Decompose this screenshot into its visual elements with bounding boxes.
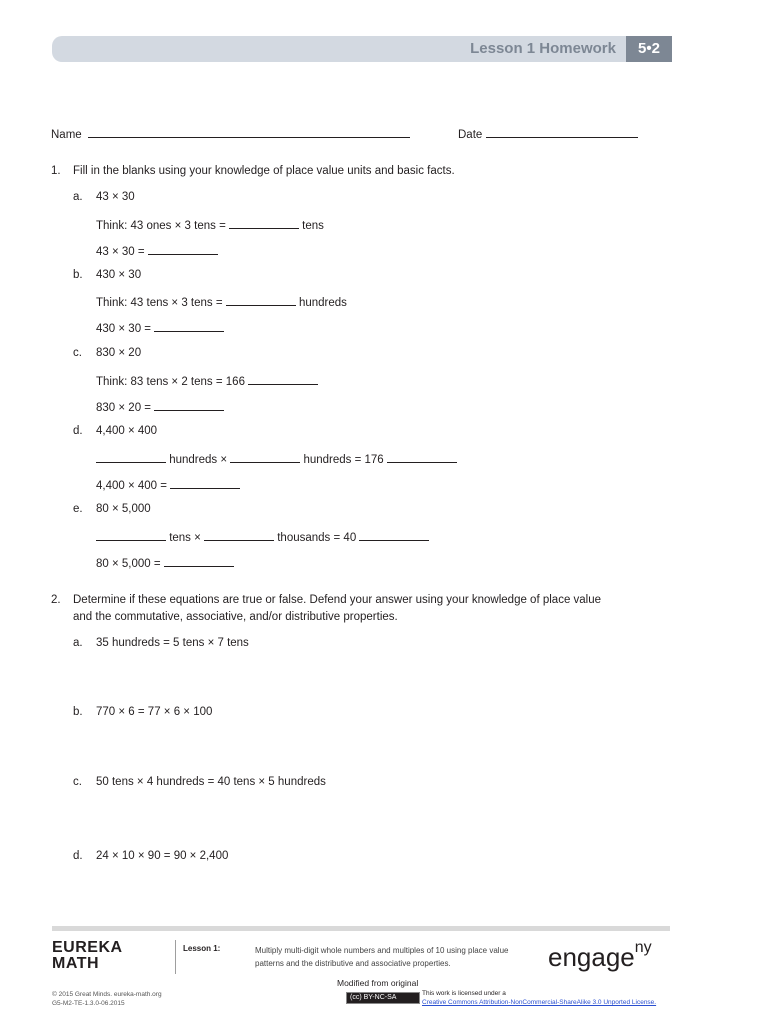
name-label: Name — [51, 129, 82, 141]
problem-1b-expression: 430 × 30 — [96, 269, 142, 281]
think-text: thousands = 40 — [274, 532, 360, 544]
problem-1d-think — [96, 451, 457, 466]
date-field[interactable] — [486, 126, 638, 138]
equation-text: 80 × 5,000 = — [96, 558, 164, 570]
problem-2-prompt-line2: and the commutative, associative, and/or distributive properties. — [73, 611, 398, 623]
equation-text: 430 × 30 = — [96, 323, 155, 335]
problem-1b-answer — [96, 320, 224, 335]
answer-blank[interactable] — [230, 451, 300, 463]
problem-2-prompt-line1: Determine if these equations are true or false. Defend your answer using your knowledge of place value — [73, 594, 602, 606]
copyright — [52, 990, 162, 1008]
problem-2d-equation: 24 × 10 × 90 = 90 × 2,400 — [96, 850, 229, 862]
license-link[interactable]: Creative Commons Attribution-NonCommercial-ShareAlike 3.0 Unported License. — [422, 999, 657, 1006]
problem-1d-expression: 4,400 × 400 — [96, 425, 158, 437]
problem-1d-letter: d. — [73, 425, 83, 437]
think-unit: tens — [298, 220, 324, 232]
footer-rule — [52, 926, 670, 931]
answer-blank[interactable] — [229, 217, 299, 229]
footer-lesson-label: Lesson 1: — [183, 944, 221, 953]
modified-note: Modified from original — [337, 978, 419, 988]
logo-line-1: EUREKA — [52, 939, 123, 956]
header-bar — [52, 36, 672, 62]
answer-blank[interactable] — [148, 243, 218, 255]
lesson-title: Lesson 1 Homework — [470, 40, 616, 57]
problem-1e-letter: e. — [73, 503, 83, 515]
problem-1b-think — [96, 294, 347, 309]
equation-text: 4,400 × 400 = — [96, 480, 171, 492]
problem-1-number: 1. — [51, 165, 61, 177]
logo-line-2: MATH — [52, 955, 100, 972]
problem-1a-answer — [96, 243, 218, 258]
cc-icon: (cc) — [350, 994, 364, 1001]
answer-blank[interactable] — [170, 477, 240, 489]
problem-1a-letter: a. — [73, 191, 83, 203]
problem-1e-expression: 80 × 5,000 — [96, 503, 151, 515]
answer-blank[interactable] — [96, 451, 166, 463]
answer-blank[interactable] — [204, 529, 274, 541]
footer-lesson-description: Multiply multi-digit whole numbers and multiples of 10 using place value patterns and the distributive and associative properties. — [255, 946, 509, 968]
date-row — [458, 126, 638, 141]
problem-1e-think — [96, 529, 429, 544]
license-text — [422, 989, 656, 1007]
module-badge: 5•2 — [626, 36, 672, 62]
think-text: Think: 43 tens × 3 tens = — [96, 297, 226, 309]
footer-divider — [175, 940, 176, 974]
problem-2c-letter: c. — [73, 776, 82, 788]
problem-2d-letter: d. — [73, 850, 83, 862]
problem-1d-answer — [96, 477, 240, 492]
copyright-line-2: G5-M2-TE-1.3.0-06.2015 — [52, 1000, 125, 1007]
think-text: Think: 83 tens × 2 tens = 166 — [96, 376, 249, 388]
copyright-line-1: © 2015 Great Minds. eureka-math.org — [52, 991, 162, 998]
think-text: Think: 43 ones × 3 tens = — [96, 220, 229, 232]
cc-license-badge[interactable] — [346, 992, 420, 1004]
problem-1c-expression: 830 × 20 — [96, 347, 142, 359]
problem-1c-think — [96, 373, 318, 388]
answer-blank[interactable] — [359, 529, 429, 541]
name-row — [51, 126, 410, 141]
problem-2b-equation: 770 × 6 = 77 × 6 × 100 — [96, 706, 213, 718]
answer-blank[interactable] — [96, 529, 166, 541]
name-field[interactable] — [88, 126, 410, 138]
equation-text: 830 × 20 = — [96, 402, 155, 414]
problem-2a-equation: 35 hundreds = 5 tens × 7 tens — [96, 637, 249, 649]
think-text: tens × — [166, 532, 205, 544]
answer-blank[interactable] — [387, 451, 457, 463]
problem-1a-think — [96, 217, 324, 232]
problem-1e-answer — [96, 555, 234, 570]
cc-badge-label: BY-NC-SA — [363, 994, 397, 1001]
engageny-logo — [548, 939, 652, 973]
think-unit: hundreds — [295, 297, 347, 309]
problem-1c-answer — [96, 399, 224, 414]
problem-1a-expression: 43 × 30 — [96, 191, 135, 203]
license-line: This work is licensed under a — [422, 990, 506, 997]
answer-blank[interactable] — [154, 399, 224, 411]
problem-2a-letter: a. — [73, 637, 83, 649]
answer-blank[interactable] — [154, 320, 224, 332]
answer-blank[interactable] — [164, 555, 234, 567]
problem-1-prompt: Fill in the blanks using your knowledge of place value units and basic facts. — [73, 165, 455, 177]
problem-2b-letter: b. — [73, 706, 83, 718]
problem-2-number: 2. — [51, 594, 61, 606]
eureka-math-logo — [52, 940, 123, 972]
date-label: Date — [458, 129, 483, 141]
think-text: hundreds × — [166, 454, 231, 466]
equation-text: 43 × 30 = — [96, 246, 148, 258]
engage-text: engage — [548, 942, 635, 972]
engage-ny: ny — [634, 939, 652, 957]
problem-1c-letter: c. — [73, 347, 82, 359]
answer-blank[interactable] — [248, 373, 318, 385]
problem-1b-letter: b. — [73, 269, 83, 281]
think-text: hundreds = 176 — [300, 454, 387, 466]
answer-blank[interactable] — [226, 294, 296, 306]
problem-2c-equation: 50 tens × 4 hundreds = 40 tens × 5 hundreds — [96, 776, 326, 788]
